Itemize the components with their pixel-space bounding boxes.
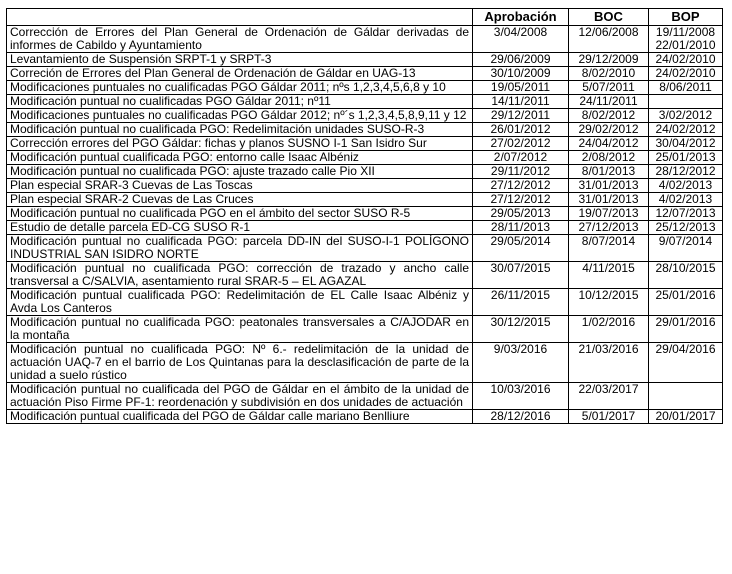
row-boc-date: 2/08/2012 xyxy=(569,151,649,165)
row-aprobacion-date: 30/07/2015 xyxy=(473,262,569,289)
row-aprobacion-date: 2/07/2012 xyxy=(473,151,569,165)
row-description: Modificaciones puntuales no cualificadas PGO Gáldar 2011; nºs 1,2,3,4,5,6,8 y 10 xyxy=(7,81,473,95)
row-description: Modificación puntual no cualificada del PGO de Gáldar en el ámbito de la unidad de actuación Piso Firme PF-1: reordenación y subdivisión en dos unidades de actuación xyxy=(7,383,473,410)
row-bop-cell xyxy=(649,410,723,424)
row-aprobacion-date: 29/11/2012 xyxy=(473,165,569,179)
row-aprobacion-date: 10/03/2016 xyxy=(473,383,569,410)
row-description: Modificación puntual cualificada PGO: entorno calle Isaac Albéniz xyxy=(7,151,473,165)
row-description: Correción de Errores del Plan General de Ordenación de Gáldar en UAG-13 xyxy=(7,67,473,81)
row-description: Modificación puntual no cualificada PGO en el ámbito del sector SUSO R-5 xyxy=(7,207,473,221)
table-row xyxy=(7,262,723,289)
row-bop-date: 30/04/2012 xyxy=(655,136,716,150)
row-bop-date: 8/06/2011 xyxy=(659,80,712,94)
row-boc-date: 5/07/2011 xyxy=(569,81,649,95)
row-bop-cell xyxy=(649,289,723,316)
row-bop-date: 24/02/2010 xyxy=(655,52,716,66)
row-bop-date: 28/12/2012 xyxy=(655,164,716,178)
header-description xyxy=(7,9,473,26)
row-bop-cell xyxy=(649,235,723,262)
row-boc-date: 21/03/2016 xyxy=(569,343,649,383)
row-description: Modificación puntual no cualificada PGO: Nº 6.- redelimitación de la unidad de actuación UAQ-7 en el barrio de Los Quintanas para la desclasificación de parte de la unidad a suelo rústico xyxy=(7,343,473,383)
row-description: Corrección errores del PGO Gáldar: fichas y planos SUSNO I-1 San Isidro Sur xyxy=(7,137,473,151)
row-boc-date: 29/02/2012 xyxy=(569,123,649,137)
row-aprobacion-date: 29/05/2014 xyxy=(473,235,569,262)
planning-table-container xyxy=(6,8,723,424)
table-row xyxy=(7,151,723,165)
row-bop-cell xyxy=(649,53,723,67)
row-bop-date: 24/02/2010 xyxy=(655,66,716,80)
row-description: Modificación puntual cualificada del PGO de Gáldar calle mariano Benlliure xyxy=(7,410,473,424)
row-bop-cell xyxy=(649,67,723,81)
row-bop-date: 20/01/2017 xyxy=(655,409,716,423)
row-description: Modificación puntual no cualificada PGO: ajuste trazado calle Pio XII xyxy=(7,165,473,179)
row-bop-cell xyxy=(649,179,723,193)
row-boc-date: 8/02/2012 xyxy=(569,109,649,123)
table-row xyxy=(7,316,723,343)
row-description: Plan especial SRAR-2 Cuevas de Las Cruces xyxy=(7,193,473,207)
row-aprobacion-date: 27/02/2012 xyxy=(473,137,569,151)
row-bop-date: 25/01/2013 xyxy=(655,150,716,164)
row-boc-date: 29/12/2009 xyxy=(569,53,649,67)
table-row xyxy=(7,343,723,383)
row-description: Plan especial SRAR-3 Cuevas de Las Toscas xyxy=(7,179,473,193)
row-boc-date: 22/03/2017 xyxy=(569,383,649,410)
table-row xyxy=(7,289,723,316)
row-aprobacion-date: 28/12/2016 xyxy=(473,410,569,424)
row-aprobacion-date: 9/03/2016 xyxy=(473,343,569,383)
row-boc-date: 24/04/2012 xyxy=(569,137,649,151)
row-description: Modificación puntual cualificada PGO: Redelimitación de EL Calle Isaac Albéniz y Avda Los Canteros xyxy=(7,289,473,316)
row-description: Estudio de detalle parcela ED-CG SUSO R-1 xyxy=(7,221,473,235)
row-description: Modificación puntual no cualificadas PGO Gáldar 2011; nº11 xyxy=(7,95,473,109)
row-bop-date: 28/10/2015 xyxy=(655,261,716,275)
row-description: Modificación puntual no cualificada PGO: Redelimitación unidades SUSO-R-3 xyxy=(7,123,473,137)
row-aprobacion-date: 26/01/2012 xyxy=(473,123,569,137)
row-bop-cell xyxy=(649,165,723,179)
row-bop-date: 29/01/2016 xyxy=(655,315,716,329)
row-bop-date: 25/12/2013 xyxy=(655,220,716,234)
row-boc-date: 10/12/2015 xyxy=(569,289,649,316)
row-bop-cell xyxy=(649,221,723,235)
row-bop-cell xyxy=(649,262,723,289)
header-aprobacion: Aprobación xyxy=(473,9,569,26)
row-boc-date: 5/01/2017 xyxy=(569,410,649,424)
row-aprobacion-date: 29/12/2011 xyxy=(473,109,569,123)
row-aprobacion-date: 27/12/2012 xyxy=(473,179,569,193)
row-bop-cell xyxy=(649,95,723,109)
row-aprobacion-date: 27/12/2012 xyxy=(473,193,569,207)
row-aprobacion-date: 26/11/2015 xyxy=(473,289,569,316)
row-description: Modificación puntual no cualificada PGO: peatonales transversales a C/AJODAR en la montaña xyxy=(7,316,473,343)
row-description: Modificación puntual no cualificada PGO: parcela DD-IN del SUSO-I-1 POLÍGONO INDUSTRIAL SAN ISIDRO NORTE xyxy=(7,235,473,262)
table-row xyxy=(7,137,723,151)
row-bop-date: 22/01/2010 xyxy=(655,38,716,52)
row-bop-cell xyxy=(649,137,723,151)
row-description: Corrección de Errores del Plan General de Ordenación de Gáldar derivadas de informes de Cabildo y Ayuntamiento xyxy=(7,26,473,53)
row-boc-date: 12/06/2008 xyxy=(569,26,649,53)
row-bop-cell xyxy=(649,193,723,207)
row-boc-date: 19/07/2013 xyxy=(569,207,649,221)
row-boc-date: 8/01/2013 xyxy=(569,165,649,179)
row-bop-date: 19/11/2008 xyxy=(655,25,716,39)
header-bop: BOP xyxy=(649,9,723,26)
table-row xyxy=(7,95,723,109)
row-bop-cell xyxy=(649,343,723,383)
table-row xyxy=(7,193,723,207)
row-description: Modificaciones puntuales no cualificadas PGO Gáldar 2012; nº´s 1,2,3,4,5,8,9,11 y 12 xyxy=(7,109,473,123)
row-bop-cell xyxy=(649,316,723,343)
row-boc-date: 31/01/2013 xyxy=(569,193,649,207)
row-boc-date: 24/11/2011 xyxy=(569,95,649,109)
header-boc: BOC xyxy=(569,9,649,26)
row-aprobacion-date: 29/05/2013 xyxy=(473,207,569,221)
table-row xyxy=(7,26,723,53)
row-bop-cell xyxy=(649,123,723,137)
table-row xyxy=(7,67,723,81)
planning-modifications-table xyxy=(6,8,723,424)
row-bop-cell xyxy=(649,109,723,123)
table-row xyxy=(7,81,723,95)
table-row xyxy=(7,221,723,235)
row-aprobacion-date: 30/10/2009 xyxy=(473,67,569,81)
row-bop-cell xyxy=(649,26,723,53)
table-row xyxy=(7,53,723,67)
table-row xyxy=(7,207,723,221)
row-aprobacion-date: 29/06/2009 xyxy=(473,53,569,67)
row-description: Levantamiento de Suspensión SRPT-1 y SRPT-3 xyxy=(7,53,473,67)
row-bop-date: 12/07/2013 xyxy=(655,206,716,220)
table-row xyxy=(7,123,723,137)
row-aprobacion-date: 14/11/2011 xyxy=(473,95,569,109)
row-bop-date: 3/02/2012 xyxy=(658,108,713,122)
table-row xyxy=(7,179,723,193)
table-header-row xyxy=(7,9,723,26)
row-bop-cell xyxy=(649,151,723,165)
row-boc-date: 4/11/2015 xyxy=(569,262,649,289)
row-bop-date: 4/02/2013 xyxy=(658,192,713,206)
row-aprobacion-date: 28/11/2013 xyxy=(473,221,569,235)
row-bop-cell xyxy=(649,383,723,410)
row-bop-date: 4/02/2013 xyxy=(658,178,713,192)
row-boc-date: 8/02/2010 xyxy=(569,67,649,81)
table-row xyxy=(7,235,723,262)
row-bop-date: 24/02/2012 xyxy=(655,122,716,136)
row-bop-date: 25/01/2016 xyxy=(655,288,716,302)
table-row xyxy=(7,109,723,123)
row-bop-date: 9/07/2014 xyxy=(658,234,713,248)
row-boc-date: 8/07/2014 xyxy=(569,235,649,262)
row-boc-date: 27/12/2013 xyxy=(569,221,649,235)
row-bop-cell xyxy=(649,207,723,221)
row-boc-date: 31/01/2013 xyxy=(569,179,649,193)
row-aprobacion-date: 30/12/2015 xyxy=(473,316,569,343)
row-boc-date: 1/02/2016 xyxy=(569,316,649,343)
table-row xyxy=(7,383,723,410)
row-aprobacion-date: 3/04/2008 xyxy=(473,26,569,53)
row-bop-date: 29/04/2016 xyxy=(655,342,716,356)
table-row xyxy=(7,410,723,424)
row-aprobacion-date: 19/05/2011 xyxy=(473,81,569,95)
table-row xyxy=(7,165,723,179)
row-description: Modificación puntual no cualificada PGO: corrección de trazado y ancho calle transversal a C/SALVIA, asentamiento rural SRAR-5 – EL AGAZAL xyxy=(7,262,473,289)
row-bop-cell xyxy=(649,81,723,95)
